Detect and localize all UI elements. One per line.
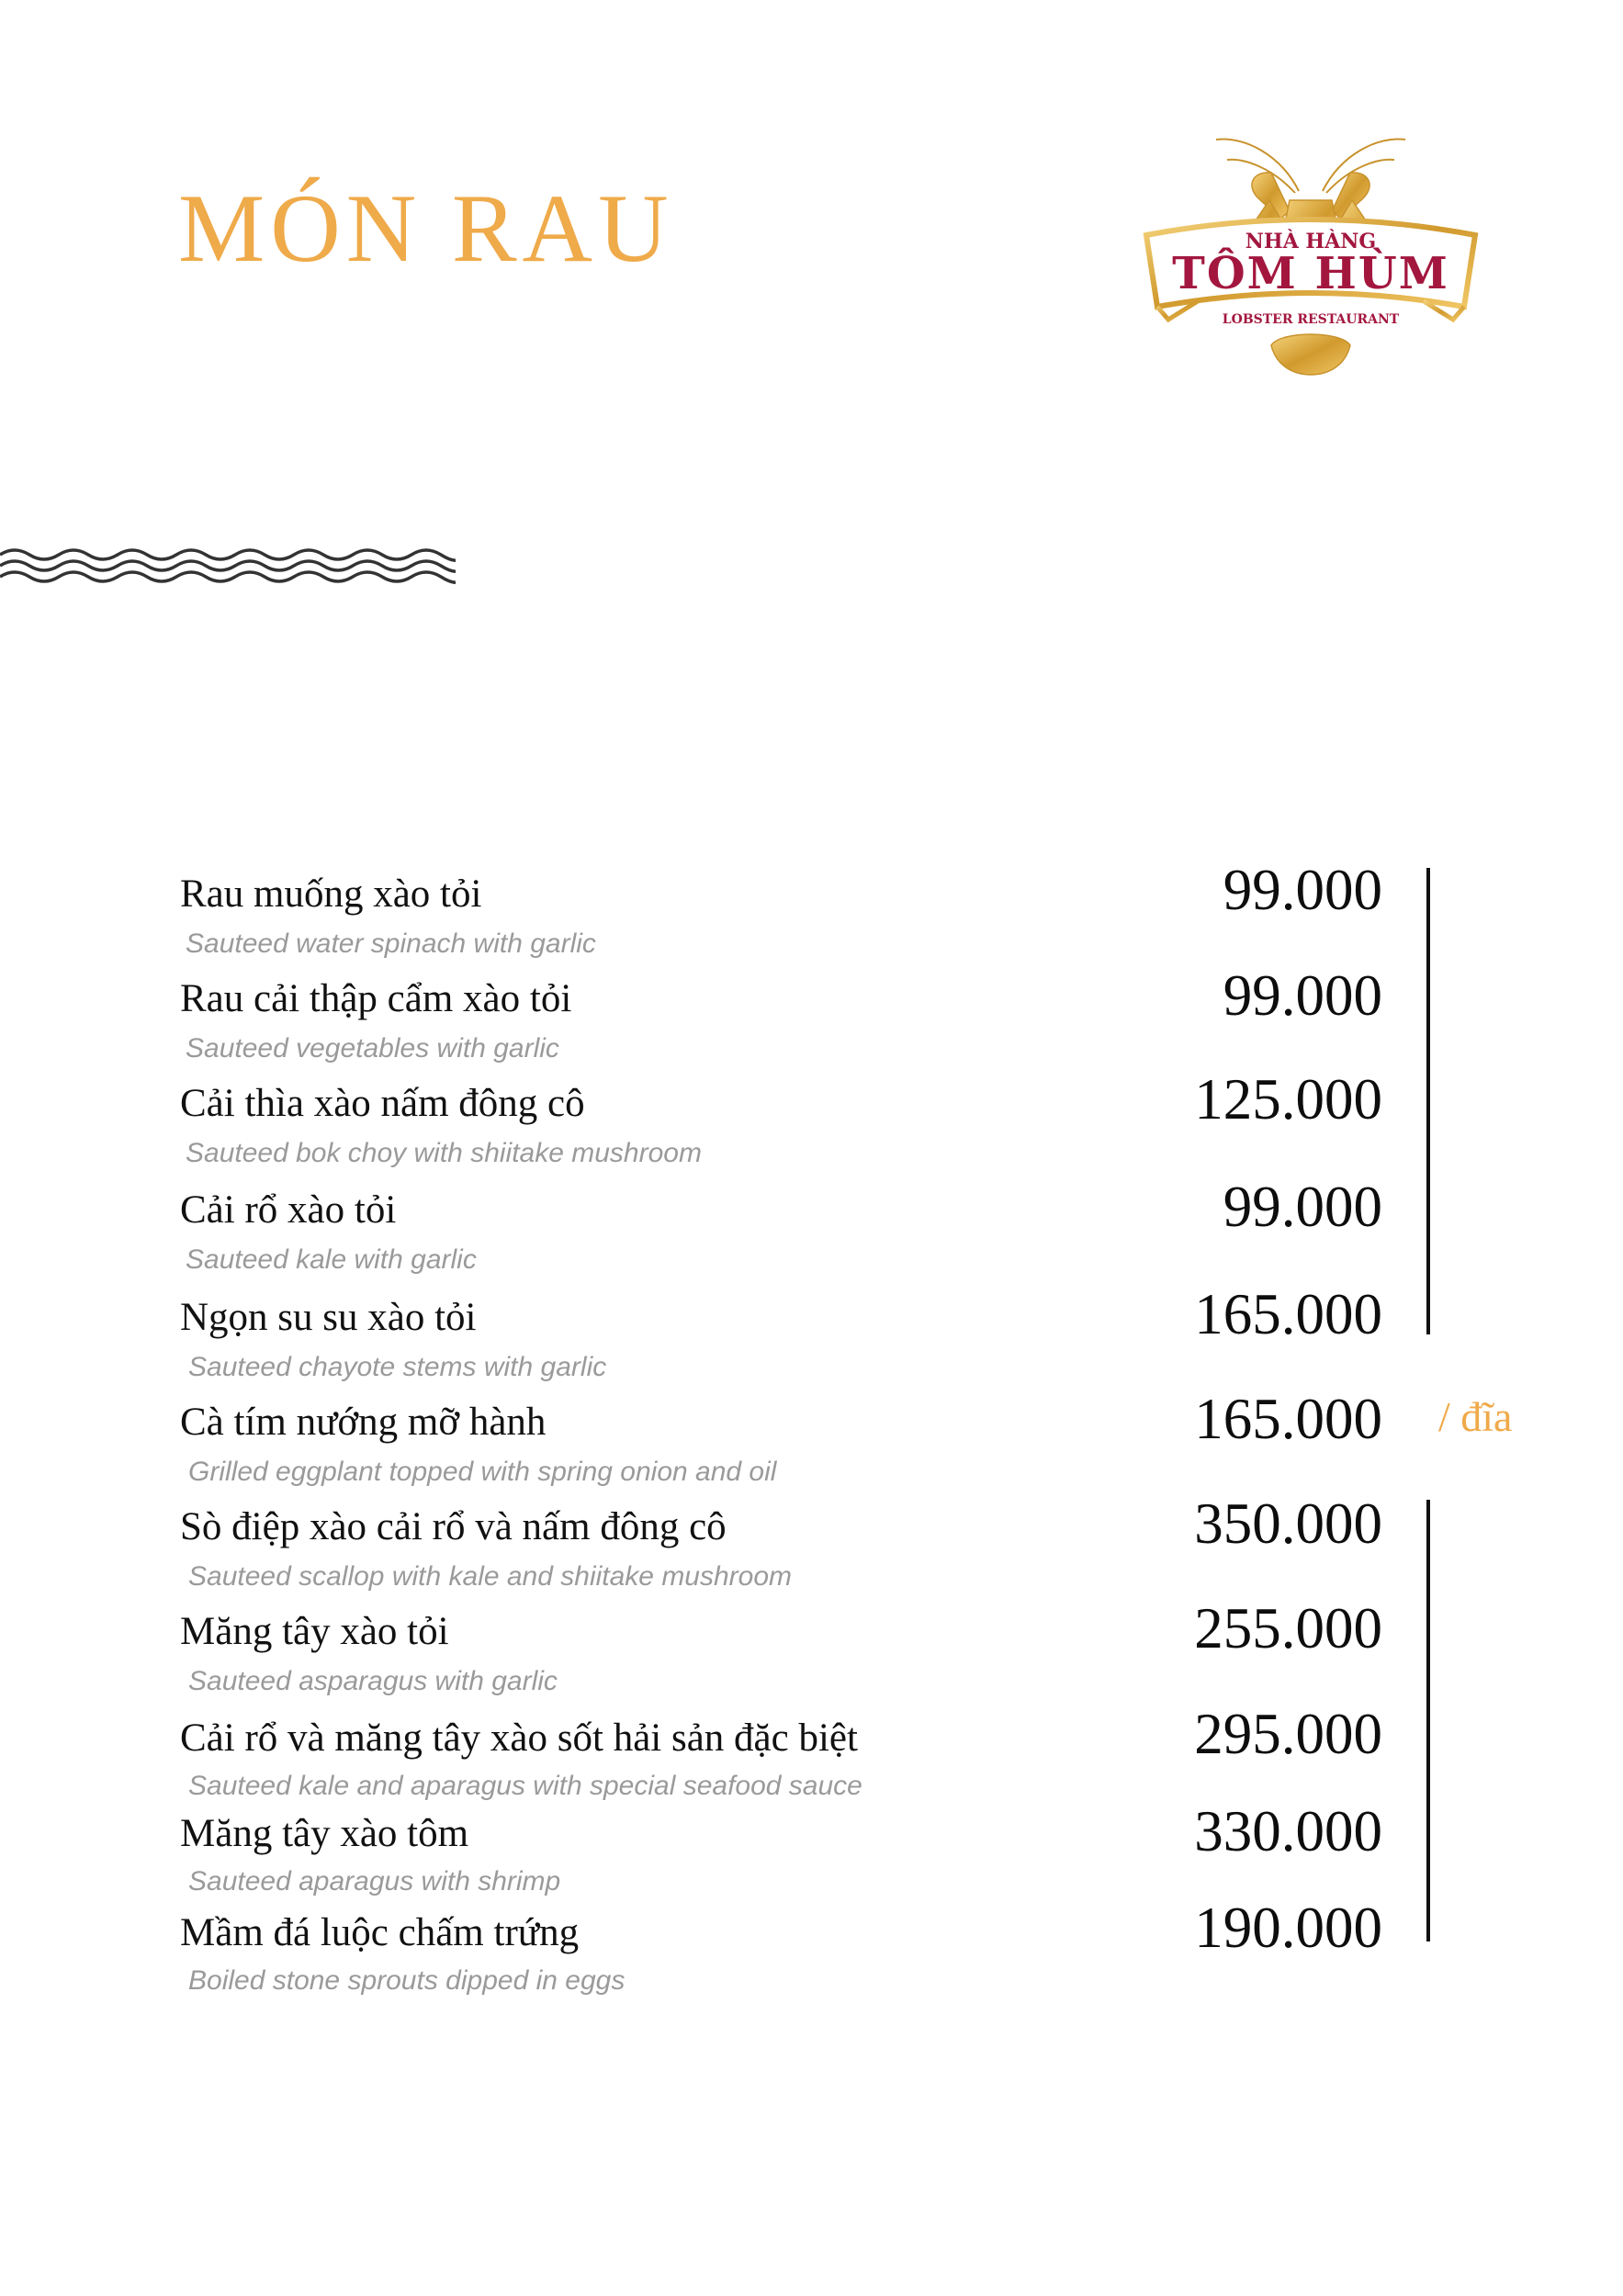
item-price: 165.000 (1194, 1282, 1382, 1346)
item-price: 255.000 (1194, 1596, 1382, 1660)
page-title: MÓN RAU (178, 174, 674, 282)
item-price: 330.000 (1194, 1799, 1382, 1863)
item-price: 125.000 (1194, 1067, 1382, 1131)
item-name: Sò điệp xào cải rổ và nấm đông cô (180, 1505, 727, 1548)
restaurant-logo (1143, 127, 1479, 384)
wave-lines-icon (0, 546, 456, 591)
item-description: Sauteed bok choy with shiitake mushroom (186, 1138, 702, 1168)
item-description: Sauteed asparagus with garlic (188, 1666, 558, 1696)
item-description: Sauteed water spinach with garlic (186, 929, 596, 959)
item-description: Sauteed aparagus with shrimp (188, 1866, 561, 1896)
item-name: Cải thìa xào nấm đông cô (180, 1082, 585, 1125)
item-price: 99.000 (1223, 1175, 1382, 1239)
logo-line2: TÔM HÙM (1172, 248, 1449, 299)
item-description: Sauteed kale and aparagus with special seafood sauce (188, 1771, 862, 1801)
item-price: 350.000 (1194, 1491, 1382, 1556)
item-name: Cà tím nướng mỡ hành (180, 1401, 547, 1444)
price-divider-top (1426, 868, 1430, 1334)
item-price: 99.000 (1223, 963, 1382, 1028)
logo-line3: LOBSTER RESTAURANT (1222, 312, 1400, 327)
item-description: Sauteed kale with garlic (186, 1244, 477, 1275)
item-name: Mầm đá luộc chấm trứng (180, 1911, 580, 1954)
item-description: Sauteed chayote stems with garlic (188, 1352, 607, 1382)
item-description: Sauteed vegetables with garlic (186, 1033, 559, 1064)
item-name: Rau muống xào tỏi (180, 872, 482, 916)
item-price: 99.000 (1223, 858, 1382, 922)
item-description: Boiled stone sprouts dipped in eggs (188, 1965, 626, 1996)
item-price: 295.000 (1194, 1702, 1382, 1766)
item-price: 165.000 (1194, 1387, 1382, 1451)
item-name: Cải rổ và măng tây xào sốt hải sản đặc biệt (180, 1716, 858, 1760)
item-name: Rau cải thập cẩm xào tỏi (180, 977, 572, 1020)
item-name: Măng tây xào tôm (180, 1812, 469, 1855)
item-name: Cải rổ xào tỏi (180, 1188, 397, 1232)
price-unit-label: / đĩa (1438, 1393, 1513, 1440)
item-description: Sauteed scallop with kale and shiitake mushroom (188, 1561, 793, 1592)
item-price: 190.000 (1194, 1896, 1382, 1960)
price-divider-bottom (1426, 1500, 1430, 1941)
item-name: Ngọn su su xào tỏi (180, 1296, 477, 1339)
item-description: Grilled eggplant topped with spring onion and oil (188, 1457, 777, 1487)
item-name: Măng tây xào tỏi (180, 1610, 449, 1653)
logo-line1: NHÀ HÀNG (1245, 230, 1377, 253)
